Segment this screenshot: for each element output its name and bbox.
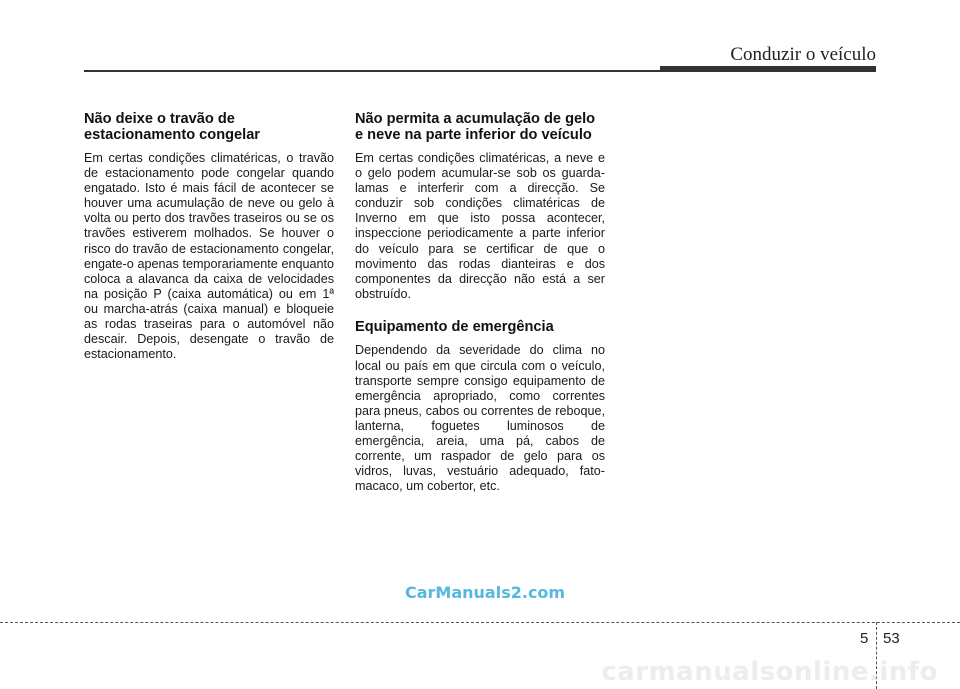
header-rule-accent [660,66,876,72]
section-title: Conduzir o veículo [730,44,876,65]
parking-brake-heading: Não deixe o travão de estacionamento congelar [84,111,260,143]
emergency-equipment-text: Dependendo da severidade do clima no local ou país em que circula com o veículo, transporte sempre consigo equipamento de emergência apropriado, como correntes para pneus, cabos ou correntes de reboque, lanterna, foguetes luminosos de emergência, areia, uma pá, cabos de corrente, um raspador de gelo para os vidros, luvas, vestuário adequado, fato-macaco, um cobertor, etc. [355,343,605,494]
emergency-equipment-heading: Equipamento de emergência [355,318,554,335]
footer-rule [0,622,960,623]
parking-brake-text: Em certas condições climatéricas, o travão de estacionamento pode congelar quando engatado. Isto é mais fácil de acontecer se houver uma acumulação de neve ou gelo à volta ou perto dos travões traseiros ou se os travões estiverem molhados. Se houver o risco do travão de estacionamento congelar, engate-o apenas temporariamente enquanto coloca a alavanca da caixa de velocidades na posição P (caixa automática) ou em 1ª ou marcha-atrás (caixa manual) e bloqueie as rodas traseiras para o automóvel não descair. Depois, desengate o travão de estacionamento. [84,151,334,362]
right-column [355,112,605,494]
page-number: 53 [883,630,900,647]
chapter-number: 5 [860,630,869,647]
site-watermark: carmanualsonline.info [601,657,938,687]
ice-snow-heading: Não permita a acumulação de gelo e neve na parte inferior do veículo [355,111,596,143]
header-rule [84,70,660,72]
carmanuals-watermark[interactable]: CarManuals2.com [405,583,566,602]
left-column [84,112,334,362]
ice-snow-text: Em certas condições climatéricas, a neve e o gelo podem acumular-se sob os guarda-lamas e interferir com a direcção. Se conduzir sob condições climatéricas de Inverno em que isto possa acontecer, inspeccione periodicamente a parte inferior do veículo para se certificar de que o movimento das rodas dianteiras e dos componentes da direcção não está a ser obstruído. [355,151,605,301]
